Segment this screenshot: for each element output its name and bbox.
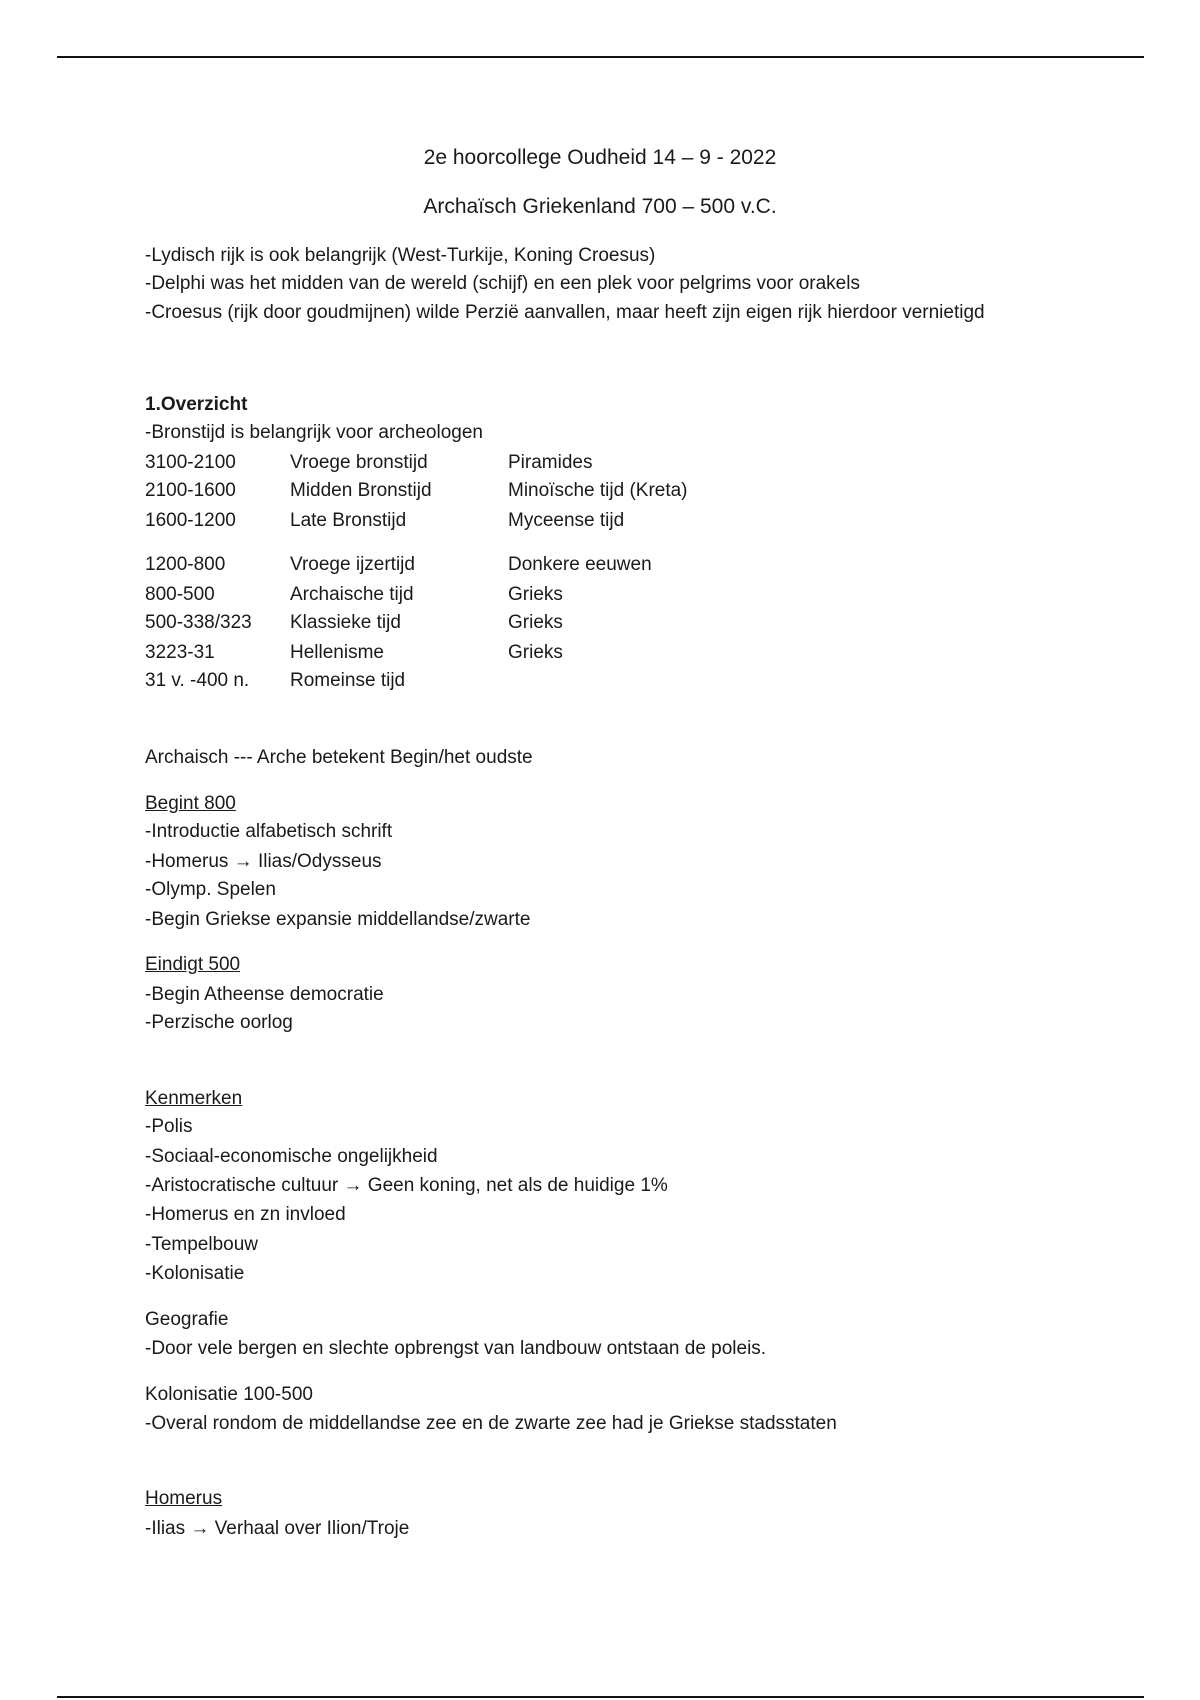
timeline-period: 500-338/323 bbox=[145, 612, 252, 633]
timeline-period: 3223-31 bbox=[145, 642, 215, 663]
timeline-era: Klassieke tijd bbox=[290, 612, 401, 633]
list-item: -Kolonisatie bbox=[145, 1263, 245, 1284]
document-title: 2e hoorcollege Oudheid 14 – 9 - 2022 bbox=[423, 146, 777, 169]
list-item: -Polis bbox=[145, 1116, 193, 1137]
timeline-era: Romeinse tijd bbox=[290, 670, 406, 691]
timeline-era: Late Bronstijd bbox=[290, 510, 407, 531]
list-item: -Perzische oorlog bbox=[145, 1012, 293, 1033]
document-subtitle: Archaïsch Griekenland 700 – 500 v.C. bbox=[423, 195, 777, 218]
timeline-culture: Grieks bbox=[508, 584, 563, 605]
timeline-culture: Myceense tijd bbox=[508, 510, 625, 531]
kolonisatie-text: -Overal rondom de middellandse zee en de zwarte zee had je Griekse stadsstaten bbox=[145, 1413, 837, 1434]
timeline-period: 1200-800 bbox=[145, 554, 226, 575]
timeline-era: Midden Bronstijd bbox=[290, 480, 432, 501]
geografie-text: -Door vele bergen en slechte opbrengst van landbouw ontstaan de poleis. bbox=[145, 1338, 767, 1359]
list-item: -Begin Atheense democratie bbox=[145, 984, 384, 1005]
list-item: -Homerus en zn invloed bbox=[145, 1204, 346, 1225]
timeline-culture: Grieks bbox=[508, 642, 563, 663]
timeline-period: 1600-1200 bbox=[145, 510, 236, 531]
timeline-period: 31 v. -400 n. bbox=[145, 670, 250, 691]
overzicht-note: -Bronstijd is belangrijk voor archeologen bbox=[145, 422, 483, 443]
timeline-era: Vroege ijzertijd bbox=[290, 554, 415, 575]
timeline-culture: Minoïsche tijd (Kreta) bbox=[508, 480, 688, 501]
section-heading-overzicht: 1.Overzicht bbox=[145, 394, 248, 415]
intro-line: -Lydisch rijk is ook belangrijk (West-Turkije, Koning Croesus) bbox=[145, 245, 656, 266]
list-item: -Aristocratische cultuur → Geen koning, net als de huidige 1% bbox=[145, 1175, 668, 1196]
section-heading-homerus: Homerus bbox=[145, 1488, 223, 1509]
intro-line: -Croesus (rijk door goudmijnen) wilde Perzië aanvallen, maar heeft zijn eigen rijk hierdoor vernietigd bbox=[145, 302, 985, 323]
list-item: -Homerus → Ilias/Odysseus bbox=[145, 851, 382, 872]
timeline-period: 800-500 bbox=[145, 584, 215, 605]
top-rule bbox=[57, 56, 1144, 58]
list-item: -Begin Griekse expansie middellandse/zwarte bbox=[145, 909, 531, 930]
section-heading-kolonisatie: Kolonisatie 100-500 bbox=[145, 1384, 313, 1405]
timeline-era: Hellenisme bbox=[290, 642, 384, 663]
homerus-text: -Ilias → Verhaal over Ilion/Troje bbox=[145, 1518, 410, 1539]
section-heading-geografie: Geografie bbox=[145, 1309, 229, 1330]
timeline-era: Archaische tijd bbox=[290, 584, 414, 605]
timeline-culture: Donkere eeuwen bbox=[508, 554, 652, 575]
list-item: -Introductie alfabetisch schrift bbox=[145, 821, 393, 842]
list-item: -Sociaal-economische ongelijkheid bbox=[145, 1146, 438, 1167]
timeline-period: 2100-1600 bbox=[145, 480, 236, 501]
timeline-period: 3100-2100 bbox=[145, 452, 236, 473]
section-heading-eindigt: Eindigt 500 bbox=[145, 954, 241, 975]
bottom-rule bbox=[57, 1696, 1144, 1698]
timeline-culture: Grieks bbox=[508, 612, 563, 633]
list-item: -Tempelbouw bbox=[145, 1234, 258, 1255]
timeline-era: Vroege bronstijd bbox=[290, 452, 428, 473]
intro-line: -Delphi was het midden van de wereld (schijf) en een plek voor pelgrims voor orakels bbox=[145, 273, 860, 294]
list-item: -Olymp. Spelen bbox=[145, 879, 276, 900]
archaisch-definition: Archaisch --- Arche betekent Begin/het oudste bbox=[145, 747, 533, 768]
section-heading-kenmerken: Kenmerken bbox=[145, 1088, 243, 1109]
section-heading-begint: Begint 800 bbox=[145, 793, 236, 814]
timeline-culture: Piramides bbox=[508, 452, 593, 473]
